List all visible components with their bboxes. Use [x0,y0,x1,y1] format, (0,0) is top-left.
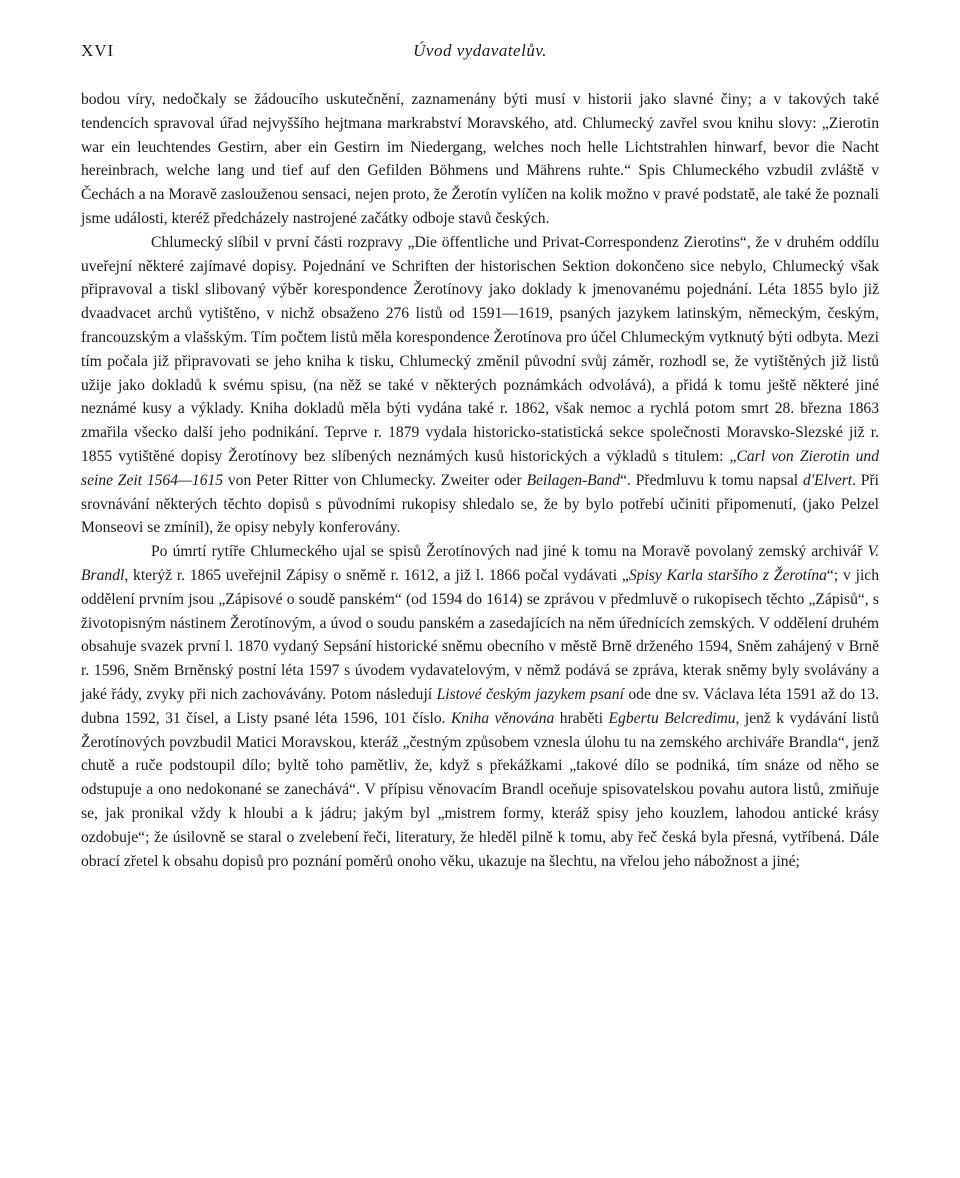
text-segment: , kterýž r. 1865 uveřejnil Zápisy o sněmě r. 1612, a již l. 1866 počal vydávati „ [124,566,629,584]
book-page [81,36,880,870]
text-segment: hraběti [554,709,609,727]
italic-text: Kniha věnována [451,709,555,727]
italic-text: Egbertu Belcredimu [608,709,736,727]
page-header [81,36,879,66]
italic-text: Listové českým jazykem psaní [436,685,624,703]
text-segment: Chlumecký slíbil v první části rozpravy „Die öffentliche und Privat-Correspondenz Zierotins“, že v druhém oddílu uveřejní některé zajímavé dopisy. Pojednání ve Schriften der historischen Sektion dokončeno sice nebylo, Chlumecký však připravoval a tiskl slibovaný výběr korespondence Žerotínovy jako doklady k jmenovanému pojednání. Léta 1855 bylo již dvaadvacet archů vytištěno, v nichž obsaženo 276 listů od 1591—1619, psaných jazykem latinským, německým, českým, francouzským a vlašským. Tím počtem listů měla korespondence Žerotínova pro účel Chlumeckým vytknutý býti odbyta. Mezi tím počala již připravovati se jeho kniha k tisku, Chlumecký změnil původní svůj záměr, rozhodl se, že vytištěných již listů užije jako dokladů k svému spisu, (na něž se také v některých poznámkách odvolává), a přidá k tomu ještě některé jiné neznámé kusy a výklady. Kniha dokladů měla býti vydána také r. 1862, však nemoc a rychlá potom smrt 28. března 1863 zmařila všecko další jeho podnikání. Teprve r. 1879 vydala historicko-statistická sekce společnosti Moravsko-Slezské již r. 1855 vytištěné dopisy Žerotínovy bez slíbených neznámých kusů historických a výkladů s titulem: „ [81,233,879,465]
text-segment: , jenž k vydávání listů Žerotínových povzbudil Matici Moravskou, kteráž „čestným způsobem vznesla úlohu tu na zemského archiváře Brandla“, jenž chutě a ruče podstoupil dílo; byltě toho pamětliv, že, když s překážkami „takové dílo se podniká, tím snáze od něho se odstupuje a ono nedokonané se zanechává“. V přípisu věnovacím Brandl oceňuje spisovatelskou povahu autora listů, zmiňuje se, jak pronikal vždy k hloubi a k jádru; jakým byl „mistrem formy, kteráž spisy jeho kouzlem, lahodou antické krásy ozdobuje“; že úsilovně se staral o zvelebení řeči, literatury, že hleděl pilně k tomu, aby řeč česká byla přesná, vytříbená. Dále obrací zřetel k obsahu dopisů pro poznání poměrů onoho věku, ukazuje na šlechtu, na vřelou jeho nábožnost a jiné; [81,709,879,870]
paragraph [81,231,879,540]
body-text [81,88,879,873]
text-segment: Po úmrtí rytíře Chlumeckého ujal se spisů Žerotínových nad jiné k tomu na Moravě povolaný zemský archivář [151,543,868,561]
page-number: XVI [81,41,115,60]
italic-text: Beilagen-Band [526,471,621,489]
paragraph [81,88,879,231]
running-title: Úvod vydavatelův. [413,41,547,60]
text-segment: von Peter Ritter von Chlumecky. Zweiter oder [223,471,527,489]
text-segment: “. Předmluvu k tomu napsal [620,471,803,489]
italic-text: Carl von Zierotin und seine Zeit 1564—1615 [81,447,880,489]
text-segment: . Při srovnávání některých těchto dopisů s původními rukopisy shledalo se, že by bylo potřebí učiniti připomenutí, (jako Pelzel Monseovi se zmínil), že opisy nebyly konferovány. [81,471,880,537]
text-segment: “; v jich oddělení prvním jsou „Zápisové o soudě panském“ (od 1594 do 1614) se zprávou v předmluvě o rukopisech těchto „Zápisů“, s životopisným nástinem Žerotínovým, a úvod o soudu panském a zasedajících na něm úřednících zemských. V oddělení druhém obsahuje svazek první l. 1870 vydaný Sepsání historické sněmu obecního v městě Brně drženého 1594, Sněm zahájený v Brně r. 1596, Sněm Brněnský postní léta 1597 s úvodem vydavatelovým, v němž podává se zpráva, kterak sněmy byly svolávány a jaké řády, zvyky při nich zachovávány. Potom následují [81,566,879,703]
text-segment: bodou víry, nedočkaly se žádoucího uskutečnění, zaznamenány býti musí v historii jako slavné činy; a v takových také tendencích spravoval úřad nejvyššího hejtmana markrabství Moravského, atd. Chlumecký zavřel svou knihu slovy: „Zierotin war ein leuchtendes Gestirn, aber ein Gestirn im Niedergang, welches noch helle Lichtstrahlen hinwarf, bevor die Nacht hereinbrach, welche lang und tief auf den Gefilden Böhmens und Mährens ruhte.“ Spis Chlumeckého vzbudil zvláště v Čechách a na Moravě zaslouženou sensaci, nejen proto, že Žerotín vylíčen na kolik možno v pravé podstatě, ale také že poznali jsme události, kteréž předcházely nastrojené začátky odboje stavů českých. [81,91,879,227]
italic-text: V. Brandl [81,543,879,584]
italic-text: d'Elvert [802,471,853,489]
paragraph [81,540,879,873]
italic-text: Spisy Karla staršího z Žerotína [628,566,827,584]
text-segment: ode dne sv. Václava léta 1591 až do 13. dubna 1592, 31 čísel, a Listy psané léta 1596, 101 číslo. [81,685,879,727]
